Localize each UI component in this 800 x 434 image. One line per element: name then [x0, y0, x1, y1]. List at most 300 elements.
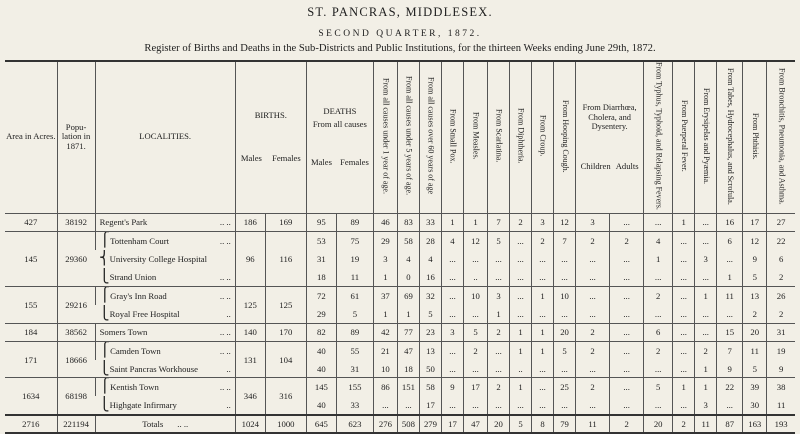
locality-name: Saint Pancras Workhouse — [109, 363, 199, 374]
value-cell: 1 — [717, 268, 743, 286]
value-cell: ... — [717, 396, 743, 414]
value-cell: 20 — [554, 323, 576, 341]
value-cell: ... — [532, 250, 554, 268]
under1-label: From all causes under 1 year of age. — [381, 77, 391, 194]
brace-glyph: ⎧ — [99, 379, 111, 395]
locality-name: Tottenham Court — [110, 235, 170, 246]
locality-cell — [95, 286, 235, 304]
value-cell: 1 — [373, 305, 397, 323]
value-cell: 82 — [306, 323, 336, 341]
value-cell: 7 — [488, 213, 510, 231]
value-cell: 2 — [767, 268, 795, 286]
locality-name: Kentish Town — [110, 382, 159, 393]
value-cell: 2 — [510, 213, 532, 231]
value-cell: 2 — [532, 232, 554, 250]
births-males-cell: 96 — [235, 232, 265, 287]
value-cell: .. — [510, 360, 532, 378]
value-cell: ... — [510, 232, 532, 250]
value-cell: 3 — [488, 286, 510, 304]
total-value-cell: 163 — [743, 415, 767, 433]
value-cell: ... — [463, 305, 487, 323]
locality-cell — [95, 268, 235, 286]
value-cell: 151 — [397, 378, 419, 396]
locality-name: Gray's Inn Road — [110, 290, 167, 301]
value-cell: 3 — [441, 323, 463, 341]
births-males-cell: 140 — [235, 323, 265, 341]
value-cell: 1 — [673, 213, 695, 231]
value-cell: 50 — [419, 360, 441, 378]
value-cell: 0 — [397, 268, 419, 286]
value-cell: ... — [532, 396, 554, 414]
value-cell: 2 — [610, 232, 644, 250]
value-cell: 1 — [695, 360, 717, 378]
table-row — [5, 213, 795, 231]
value-cell: 27 — [767, 213, 795, 231]
under5-label: From all causes under 5 years of age. — [404, 76, 414, 196]
totals-row — [5, 415, 795, 433]
total-value-cell: 20 — [488, 415, 510, 433]
value-cell: ... — [463, 360, 487, 378]
value-cell: 5 — [336, 305, 373, 323]
value-cell: 37 — [373, 286, 397, 304]
value-cell: 31 — [767, 323, 795, 341]
leader-dots: .. — [226, 399, 231, 410]
value-cell: ... — [576, 268, 610, 286]
locality-cell — [95, 378, 235, 396]
value-cell: 86 — [373, 378, 397, 396]
value-cell: 5 — [644, 378, 673, 396]
total-value-cell: 1024 — [235, 415, 265, 433]
value-cell: ... — [673, 341, 695, 359]
value-cell: ... — [610, 323, 644, 341]
total-value-cell: 17 — [441, 415, 463, 433]
value-cell: 17 — [463, 378, 487, 396]
measles-label: From Measles. — [471, 112, 481, 160]
value-cell: ... — [510, 396, 532, 414]
value-cell: 22 — [717, 378, 743, 396]
value-cell: 1 — [532, 286, 554, 304]
table-row — [5, 232, 795, 250]
value-cell: 9 — [441, 378, 463, 396]
value-cell: 11 — [767, 396, 795, 414]
births-header — [235, 61, 306, 213]
value-cell: 1 — [644, 250, 673, 268]
value-cell: ... — [673, 360, 695, 378]
value-cell: ... — [441, 341, 463, 359]
value-cell: 2 — [767, 305, 795, 323]
value-cell: ... — [610, 360, 644, 378]
value-cell: 3 — [576, 213, 610, 231]
value-cell: 5 — [743, 360, 767, 378]
table-caption: Register of Births and Deaths in the Sub-Districts and Public Institutions, for the thirteen Weeks ending June 29th, 1872. — [144, 43, 656, 54]
under5-header — [397, 61, 419, 213]
value-cell: 3 — [373, 250, 397, 268]
total-value-cell: 279 — [419, 415, 441, 433]
total-value-cell: 8 — [532, 415, 554, 433]
births-females-cell: 125 — [265, 286, 306, 323]
value-cell: 9 — [767, 360, 795, 378]
value-cell: 155 — [336, 378, 373, 396]
page-subtitle: SECOND QUARTER, 1872. — [318, 29, 482, 39]
value-cell: .. — [463, 268, 487, 286]
value-cell: ... — [673, 323, 695, 341]
over60-header — [419, 61, 441, 213]
adults-header: Adults — [615, 160, 639, 171]
births-males-cell: 131 — [235, 341, 265, 378]
value-cell: 1 — [488, 305, 510, 323]
value-cell: 95 — [306, 213, 336, 231]
total-value-cell: 5 — [510, 415, 532, 433]
total-value-cell: 508 — [397, 415, 419, 433]
value-cell: ... — [463, 396, 487, 414]
under1-header — [373, 61, 397, 213]
population-cell: 38192 — [57, 213, 95, 231]
value-cell: ... — [510, 250, 532, 268]
hooping-label: From Hooping Cough. — [560, 99, 570, 173]
table-row — [5, 360, 795, 378]
leader-dots: .. — [226, 363, 231, 374]
locality-cell — [95, 360, 235, 378]
smallpox-header — [441, 61, 463, 213]
area-cell: 171 — [5, 341, 57, 378]
value-cell: 145 — [306, 378, 336, 396]
value-cell: 5 — [554, 341, 576, 359]
total-value-cell: 276 — [373, 415, 397, 433]
value-cell: 13 — [419, 341, 441, 359]
locality-cell — [95, 232, 235, 250]
value-cell: 1 — [695, 378, 717, 396]
value-cell: 28 — [419, 232, 441, 250]
value-cell: 2 — [488, 323, 510, 341]
value-cell: 61 — [336, 286, 373, 304]
value-cell: 1 — [397, 305, 419, 323]
value-cell: 53 — [306, 232, 336, 250]
smallpox-label: From Small Pox. — [448, 108, 458, 164]
area-header: Area in Acres. — [5, 61, 57, 213]
value-cell: 31 — [336, 360, 373, 378]
area-cell: 155 — [5, 286, 57, 323]
population-cell: 38562 — [57, 323, 95, 341]
value-cell: 33 — [336, 396, 373, 414]
measles-header — [463, 61, 487, 213]
value-cell: 7 — [717, 341, 743, 359]
value-cell: ... — [717, 250, 743, 268]
table-row — [5, 396, 795, 414]
value-cell: 89 — [336, 323, 373, 341]
value-cell: 19 — [336, 250, 373, 268]
value-cell: 17 — [419, 396, 441, 414]
value-cell: ... — [488, 341, 510, 359]
locality-cell — [95, 305, 235, 323]
value-cell: 2 — [644, 286, 673, 304]
value-cell: ... — [463, 250, 487, 268]
area-cell: 1634 — [5, 378, 57, 415]
locality-name: University College Hospital — [109, 254, 208, 265]
value-cell: ... — [441, 360, 463, 378]
value-cell: ... — [441, 286, 463, 304]
value-cell: 6 — [767, 250, 795, 268]
bronchitis-header — [767, 61, 795, 213]
leader-dots: .. .. — [219, 272, 231, 283]
brace-glyph: ⎨ — [99, 251, 110, 267]
table-row — [5, 286, 795, 304]
page-title: ST. PANCRAS, MIDDLESEX. — [307, 5, 493, 19]
total-value-cell: 193 — [767, 415, 795, 433]
value-cell: 30 — [743, 396, 767, 414]
value-cell: ... — [554, 396, 576, 414]
leader-dots: .. .. — [177, 418, 189, 429]
value-cell: 4 — [397, 250, 419, 268]
totals-label-cell — [95, 415, 235, 433]
erysipelas-header — [695, 61, 717, 213]
value-cell: ... — [673, 396, 695, 414]
table-row — [5, 305, 795, 323]
value-cell: ... — [695, 305, 717, 323]
total-population-cell: 221194 — [57, 415, 95, 433]
locality-cell — [95, 323, 235, 341]
tabes-header — [717, 61, 743, 213]
value-cell: ... — [397, 396, 419, 414]
deaths-header — [306, 61, 373, 213]
phthisis-header — [743, 61, 767, 213]
value-cell: ... — [554, 268, 576, 286]
value-cell: ... — [695, 232, 717, 250]
value-cell: 4 — [441, 232, 463, 250]
total-value-cell: 47 — [463, 415, 487, 433]
births-females-cell: 170 — [265, 323, 306, 341]
value-cell: ... — [441, 250, 463, 268]
value-cell: 6 — [717, 232, 743, 250]
diphtheria-label: From Diphtheria. — [516, 108, 526, 164]
value-cell: 16 — [419, 268, 441, 286]
total-value-cell: 87 — [717, 415, 743, 433]
value-cell: 29 — [306, 305, 336, 323]
value-cell: 5 — [419, 305, 441, 323]
locality-cell — [95, 213, 235, 231]
value-cell: 1 — [510, 378, 532, 396]
value-cell: 1 — [532, 341, 554, 359]
locality-cell — [95, 341, 235, 359]
value-cell: ... — [441, 268, 463, 286]
value-cell: 2 — [576, 232, 610, 250]
value-cell: ... — [373, 396, 397, 414]
total-value-cell: 11 — [576, 415, 610, 433]
area-cell: 184 — [5, 323, 57, 341]
value-cell: 2 — [463, 341, 487, 359]
deaths-males-header: Males — [310, 156, 332, 167]
diarrhoea-label: From Diarrhœa, Cholera, and Dysentery. — [582, 102, 637, 132]
tabes-label: From Tabes, Hydrocephalus, and Scrofula. — [725, 67, 735, 205]
value-cell: 12 — [743, 232, 767, 250]
population-cell: 29360 — [57, 232, 95, 287]
value-cell: 1 — [695, 286, 717, 304]
value-cell: 7 — [554, 232, 576, 250]
value-cell: ... — [695, 213, 717, 231]
value-cell: ... — [441, 396, 463, 414]
births-females-cell: 316 — [265, 378, 306, 415]
deaths-sub-label: From all causes — [312, 118, 367, 129]
value-cell: 38 — [767, 378, 795, 396]
brace-glyph: ⎩ — [99, 305, 110, 321]
value-cell: 69 — [397, 286, 419, 304]
value-cell: ... — [610, 341, 644, 359]
value-cell: 5 — [463, 323, 487, 341]
value-cell: 23 — [419, 323, 441, 341]
value-cell: ... — [644, 268, 673, 286]
value-cell: 13 — [743, 286, 767, 304]
register-body — [5, 213, 795, 433]
value-cell: ... — [576, 396, 610, 414]
erysipelas-label: From Erysipelas and Pyæmia. — [701, 87, 711, 184]
value-cell: ... — [717, 305, 743, 323]
total-value-cell: 645 — [306, 415, 336, 433]
births-males-cell: 125 — [235, 286, 265, 323]
value-cell: ... — [488, 396, 510, 414]
value-cell: ... — [610, 213, 644, 231]
value-cell: 1 — [510, 341, 532, 359]
value-cell: ... — [673, 232, 695, 250]
locality-name: Regent's Park — [99, 217, 148, 228]
population-header: Popu- lation in 1871. — [57, 61, 95, 213]
bronchitis-label: From Bronchitis, Pneumonia, and Asthma. — [777, 67, 787, 205]
hooping-header — [554, 61, 576, 213]
value-cell: 83 — [397, 213, 419, 231]
typhus-label: From Typhus, Typhoid, and Relapsing Fevers. — [654, 62, 664, 210]
over60-label: From all causes over 60 years of age — [426, 77, 436, 195]
total-value-cell: 2 — [673, 415, 695, 433]
value-cell: ... — [695, 268, 717, 286]
total-value-cell: 79 — [554, 415, 576, 433]
puerperal-header — [673, 61, 695, 213]
value-cell: ... — [673, 268, 695, 286]
locality-name: Somers Town — [99, 327, 148, 338]
puerperal-label: From Puerperal Fever. — [679, 100, 689, 172]
leader-dots: .. .. — [219, 217, 231, 228]
value-cell: 42 — [373, 323, 397, 341]
value-cell: ... — [644, 305, 673, 323]
value-cell: ... — [576, 286, 610, 304]
value-cell: ... — [695, 323, 717, 341]
value-cell: 12 — [463, 232, 487, 250]
value-cell: ... — [532, 360, 554, 378]
brace-glyph: ⎧ — [99, 287, 111, 303]
births-females-header: Females — [272, 153, 301, 164]
brace-glyph: ⎧ — [99, 342, 111, 358]
value-cell: ... — [610, 305, 644, 323]
value-cell: ... — [510, 268, 532, 286]
value-cell: 33 — [419, 213, 441, 231]
value-cell: 1 — [463, 213, 487, 231]
value-cell: 11 — [743, 341, 767, 359]
value-cell: 26 — [767, 286, 795, 304]
value-cell: 10 — [373, 360, 397, 378]
value-cell: ... — [488, 250, 510, 268]
value-cell: 4 — [644, 232, 673, 250]
value-cell: ... — [644, 213, 673, 231]
value-cell: 40 — [306, 396, 336, 414]
locality-cell — [95, 396, 235, 414]
leader-dots: .. .. — [219, 345, 231, 356]
value-cell: 11 — [336, 268, 373, 286]
value-cell: 18 — [397, 360, 419, 378]
value-cell: 2 — [695, 341, 717, 359]
value-cell: ... — [554, 250, 576, 268]
area-cell: 145 — [5, 232, 57, 287]
croup-label: From Croup. — [538, 115, 548, 157]
value-cell: 58 — [397, 232, 419, 250]
births-males-cell: 186 — [235, 213, 265, 231]
value-cell: 22 — [767, 232, 795, 250]
localities-header: LOCALITIES. — [95, 61, 235, 213]
value-cell: 2 — [576, 341, 610, 359]
value-cell: 55 — [336, 341, 373, 359]
value-cell: ... — [576, 360, 610, 378]
value-cell: 1 — [373, 268, 397, 286]
value-cell: 89 — [336, 213, 373, 231]
table-row — [5, 268, 795, 286]
value-cell: 77 — [397, 323, 419, 341]
value-cell: 18 — [306, 268, 336, 286]
value-cell: ... — [532, 268, 554, 286]
locality-name: Highgate Infirmary — [109, 399, 177, 410]
population-cell: 29216 — [57, 286, 95, 323]
totals-label: Totals — [142, 418, 164, 429]
value-cell: ... — [532, 378, 554, 396]
locality-cell — [95, 250, 235, 268]
value-cell: ... — [610, 378, 644, 396]
children-header: Children — [580, 160, 611, 171]
value-cell: 20 — [743, 323, 767, 341]
births-females-cell: 104 — [265, 341, 306, 378]
value-cell: 31 — [306, 250, 336, 268]
value-cell: 25 — [554, 378, 576, 396]
value-cell: 9 — [717, 360, 743, 378]
register-table — [5, 60, 795, 434]
value-cell: 2 — [576, 378, 610, 396]
value-cell: 3 — [695, 396, 717, 414]
value-cell: ... — [673, 286, 695, 304]
value-cell: 11 — [717, 286, 743, 304]
value-cell: ... — [644, 360, 673, 378]
brace-glyph: ⎩ — [99, 360, 110, 376]
leader-dots: .. .. — [219, 290, 231, 301]
value-cell: 10 — [463, 286, 487, 304]
value-cell: 12 — [554, 213, 576, 231]
births-label: BIRTHS. — [254, 109, 287, 120]
total-area-cell: 2716 — [5, 415, 57, 433]
area-cell: 427 — [5, 213, 57, 231]
value-cell: ... — [673, 305, 695, 323]
brace-glyph: ⎧ — [99, 232, 111, 248]
value-cell: 40 — [306, 341, 336, 359]
value-cell: ... — [610, 250, 644, 268]
value-cell: 2 — [743, 305, 767, 323]
brace-glyph: ⎩ — [99, 269, 110, 285]
phthisis-label: From Phthisis. — [750, 112, 760, 160]
total-value-cell: 11 — [695, 415, 717, 433]
deaths-label: DEATHS — [323, 106, 357, 117]
value-cell: ... — [576, 305, 610, 323]
value-cell: ... — [441, 305, 463, 323]
value-cell: 1 — [673, 378, 695, 396]
value-cell: ... — [488, 268, 510, 286]
typhus-header — [644, 61, 673, 213]
table-row — [5, 250, 795, 268]
scarlatina-label: From Scarlatina. — [494, 109, 504, 163]
total-value-cell: 623 — [336, 415, 373, 433]
value-cell: 47 — [397, 341, 419, 359]
value-cell: ... — [554, 305, 576, 323]
